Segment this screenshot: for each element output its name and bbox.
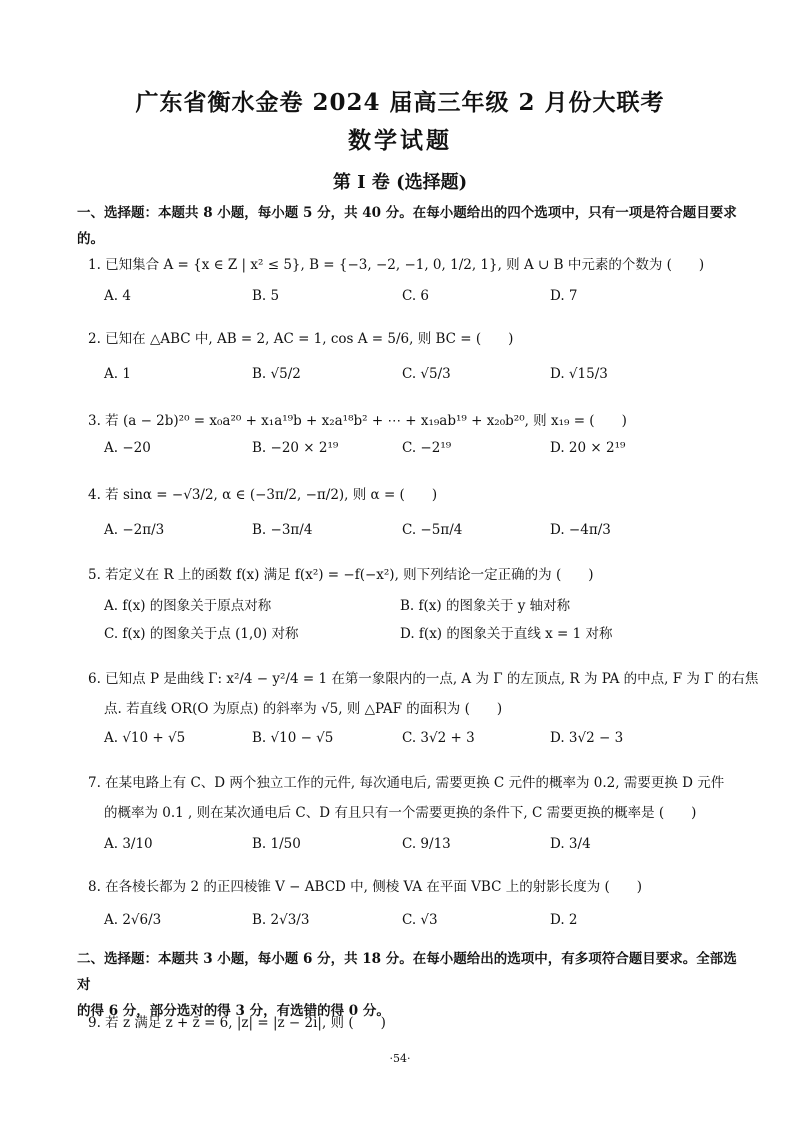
option-a: A. 1	[104, 366, 131, 382]
question-5-stem: 5. 若定义在 R 上的函数 f(x) 满足 f(x²) = −f(−x²), 则下列结论一定正确的为 ( )	[88, 567, 594, 583]
question-7-options	[104, 836, 744, 862]
question-1-options	[104, 288, 744, 314]
option-b: B. −3π/4	[252, 522, 313, 538]
question-2-options	[104, 366, 744, 392]
option-d: D. f(x) 的图象关于直线 x = 1 对称	[400, 626, 613, 642]
option-b: B. √10 − √5	[252, 730, 334, 746]
option-c: C. 6	[402, 288, 430, 304]
option-c: C. √5/3	[402, 366, 451, 382]
page-number: ·54·	[389, 1052, 411, 1065]
question-4-stem: 4. 若 sinα = −√3/2, α ∈ (−3π/2, −π/2), 则 α = ( )	[88, 487, 438, 503]
question-5-options-row1	[104, 594, 744, 620]
option-a: A. f(x) 的图象关于原点对称	[104, 598, 272, 614]
option-d: D. 3√2 − 3	[550, 730, 624, 746]
option-b: B. 2√3/3	[252, 912, 310, 928]
section2-line2: 的得 6 分，部分选对的得 3 分，有选错的得 0 分。	[77, 1003, 390, 1019]
option-c: C. 9/13	[402, 836, 451, 852]
option-d: D. 7	[550, 288, 578, 304]
option-b: B. f(x) 的图象关于 y 轴对称	[400, 598, 571, 614]
option-a: A. 4	[104, 288, 131, 304]
question-6-stem-line2: 点. 若直线 OR(O 为原点) 的斜率为 √5, 则 △PAF 的面积为 ( )	[104, 701, 503, 717]
question-3-options	[104, 440, 744, 466]
question-6-options	[104, 730, 744, 756]
option-a: A. 2√6/3	[104, 912, 162, 928]
option-d: D. 20 × 2¹⁹	[550, 440, 626, 456]
question-5-options-row2	[104, 622, 744, 648]
question-8-stem: 8. 在各棱长都为 2 的正四棱锥 V − ABCD 中, 侧棱 VA 在平面 VBC 上的射影长度为 ( )	[88, 879, 643, 895]
option-b: B. √5/2	[252, 366, 301, 382]
section2-line1: 二、选择题：本题共 3 小题，每小题 6 分，共 18 分。在每小题给出的选项中，有多项符合题目要求。全部选对	[77, 951, 737, 993]
question-7-stem-line2: 的概率为 0.1 , 则在某次通电后 C、D 有且只有一个需要更换的条件下, C 需要更换的概率是 ( )	[104, 805, 697, 821]
option-d: D. −4π/3	[550, 522, 611, 538]
question-8-options	[104, 912, 744, 938]
question-1-stem: 1. 已知集合 A = {x ∈ Z | x² ≤ 5}, B = {−3, −2, −1, 0, 1/2, 1}, 则 A ∪ B 中元素的个数为 ( )	[88, 257, 705, 273]
option-c: C. −5π/4	[402, 522, 463, 538]
option-b: B. 5	[252, 288, 280, 304]
question-4-options	[104, 522, 744, 548]
question-3-stem: 3. 若 (a − 2b)²⁰ = x₀a²⁰ + x₁a¹⁹b + x₂a¹⁸b² + ⋯ + x₁₉ab¹⁹ + x₂₀b²⁰, 则 x₁₉ = ( )	[88, 413, 627, 429]
option-a: A. −20	[104, 440, 151, 456]
option-a: A. −2π/3	[104, 522, 165, 538]
section1-instructions	[77, 200, 737, 252]
section1-line2: 的。	[77, 231, 104, 247]
question-6-stem-line1: 6. 已知点 P 是曲线 Γ: x²/4 − y²/4 = 1 在第一象限内的一点, A 为 Γ 的左顶点, R 为 PA 的中点, F 为 Γ 的右焦	[88, 671, 759, 687]
exam-title: 广东省衡水金卷 2024 届高三年级 2 月份大联考	[135, 89, 665, 116]
option-c: C. 3√2 + 3	[402, 730, 475, 746]
option-b: B. 1/50	[252, 836, 301, 852]
option-d: D. 2	[550, 912, 578, 928]
option-c: C. f(x) 的图象关于点 (1,0) 对称	[104, 626, 299, 642]
option-d: D. √15/3	[550, 366, 608, 382]
option-a: A. √10 + √5	[104, 730, 186, 746]
option-c: C. √3	[402, 912, 438, 928]
question-2-stem: 2. 已知在 △ABC 中, AB = 2, AC = 1, cos A = 5/6, 则 BC = ( )	[88, 331, 514, 347]
option-c: C. −2¹⁹	[402, 440, 452, 456]
question-7-stem-line1: 7. 在某电路上有 C、D 两个独立工作的元件, 每次通电后, 需要更换 C 元件的概率为 0.2, 需要更换 D 元件	[88, 775, 725, 791]
option-a: A. 3/10	[104, 836, 153, 852]
section1-line1: 一、选择题：本题共 8 小题，每小题 5 分，共 40 分。在每小题给出的四个选项中，只有一项是符合题目要求	[77, 205, 737, 221]
part-title: 第 I 卷 (选择题)	[332, 172, 468, 193]
option-d: D. 3/4	[550, 836, 591, 852]
question-9-stem: 9. 若 z 满足 z + z̄ = 6, |z| = |z − 2i|, 则 ( )	[88, 1015, 386, 1031]
option-b: B. −20 × 2¹⁹	[252, 440, 339, 456]
subject-title: 数学试题	[348, 127, 452, 154]
